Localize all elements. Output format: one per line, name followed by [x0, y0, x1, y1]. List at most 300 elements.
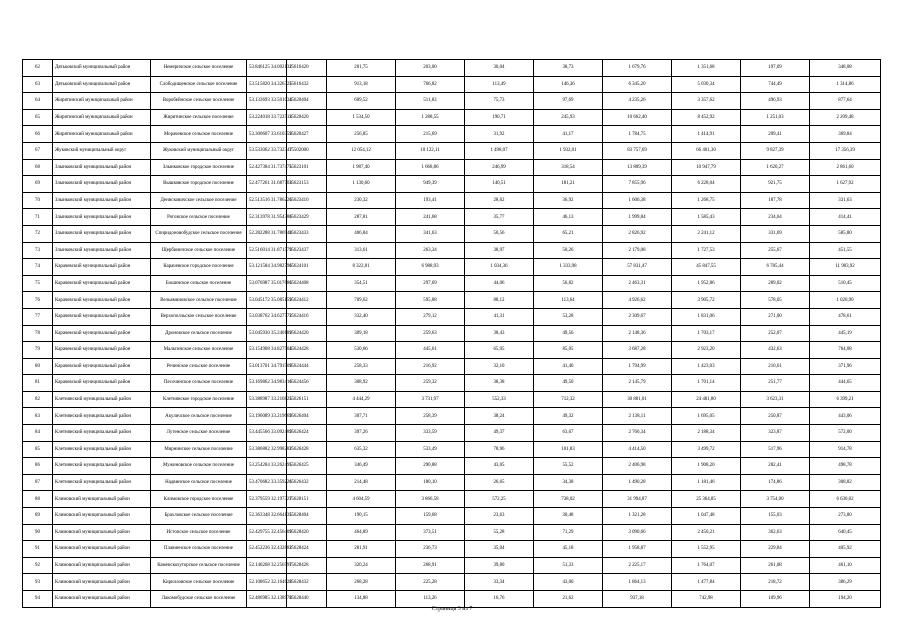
table-row	[23, 76, 881, 93]
value-cell: 1 864,13	[603, 574, 672, 591]
value-cell: 209,41	[741, 126, 810, 143]
value-cell: 1 764,07	[672, 557, 741, 574]
oktmo-code-cell: 15616420	[287, 60, 327, 77]
oktmo-code-cell: 15620427	[287, 126, 327, 143]
value-cell: 250,87	[741, 408, 810, 425]
value-cell: 251,77	[741, 375, 810, 392]
value-cell: 2 406,98	[603, 458, 672, 475]
value-cell: 258,39	[396, 408, 465, 425]
value-cell: 2 241,12	[672, 225, 741, 242]
value-cell: 279,12	[396, 308, 465, 325]
value-cell: 134,88	[327, 591, 396, 608]
value-cell: 1 679,76	[603, 60, 672, 77]
value-cell: 10 122,11	[396, 142, 465, 159]
settlement-cell: Акуличское сельское поселение	[151, 408, 247, 425]
settlement-cell: Вышковское городское поселение	[151, 176, 247, 193]
value-cell: 323,87	[741, 425, 810, 442]
value-cell: 35,04	[465, 541, 534, 558]
value-cell: 331,69	[741, 225, 810, 242]
settlement-cell: Немеричское сельское поселение	[151, 60, 247, 77]
value-cell: 23,63	[465, 508, 534, 525]
value-cell: 2 861,60	[810, 159, 881, 176]
value-cell: 1 314,86	[810, 76, 881, 93]
coordinates-cell: 53.133693 33.501034	[247, 93, 287, 110]
value-cell: 341,63	[396, 225, 465, 242]
value-cell: 6 630,02	[810, 491, 881, 508]
page-number: Страница 3 из 7	[431, 606, 473, 612]
oktmo-code-cell: 15626424	[287, 425, 327, 442]
district-cell: Карачевский муниципальный район	[53, 325, 151, 342]
value-cell: 1 958,87	[603, 541, 672, 558]
value-cell: 640,45	[810, 524, 881, 541]
value-cell: 34,38	[534, 474, 603, 491]
settlement-cell: Вельяминовское сельское поселение	[151, 292, 247, 309]
value-cell: 245,93	[534, 109, 603, 126]
value-cell: 552,33	[465, 391, 534, 408]
coordinates-cell: 53.470682 33.359226	[247, 474, 287, 491]
row-number-cell: 80	[23, 358, 53, 375]
settlement-cell: Плавненское сельское поселение	[151, 541, 247, 558]
value-cell: 2 309,67	[603, 308, 672, 325]
coordinates-cell: 52.282288 31.786948	[247, 225, 287, 242]
table-row	[23, 192, 881, 209]
table-row	[23, 60, 881, 77]
value-cell: 65,95	[465, 342, 534, 359]
value-cell: 921,75	[741, 176, 810, 193]
district-cell: Карачевский муниципальный район	[53, 275, 151, 292]
value-cell: 2 148,36	[603, 325, 672, 342]
row-number-cell: 65	[23, 109, 53, 126]
value-cell: 1 627,92	[810, 176, 881, 193]
table-row	[23, 508, 881, 525]
value-cell: 331,63	[810, 192, 881, 209]
value-cell: 3 754,00	[741, 491, 810, 508]
settlement-cell: Бошинское сельское поселение	[151, 275, 247, 292]
value-cell: 6 399,21	[810, 391, 881, 408]
value-cell: 461,10	[810, 557, 881, 574]
district-cell: Жуковский муниципальный округ	[53, 142, 151, 159]
value-cell: 53,28	[534, 308, 603, 325]
row-number-cell: 69	[23, 176, 53, 193]
value-cell: 496,93	[741, 93, 810, 110]
value-cell: 4 604,59	[327, 491, 396, 508]
value-cell: 252,07	[741, 325, 810, 342]
coordinates-cell: 53.388987 33.216825	[247, 391, 287, 408]
value-cell: 50,56	[465, 225, 534, 242]
value-cell: 3 623,31	[741, 391, 810, 408]
oktmo-code-cell: 15620420	[287, 109, 327, 126]
value-cell: 1 020,90	[810, 292, 881, 309]
value-cell: 530,66	[327, 342, 396, 359]
value-cell: 1 268,75	[672, 192, 741, 209]
value-cell: 1 414,91	[672, 126, 741, 143]
value-cell: 50,26	[534, 242, 603, 259]
value-cell: 241,68	[396, 209, 465, 226]
row-number-cell: 86	[23, 458, 53, 475]
table-row	[23, 425, 881, 442]
value-cell: 913,18	[327, 76, 396, 93]
table-row	[23, 225, 881, 242]
value-cell: 1 423,03	[672, 358, 741, 375]
value-cell: 445,19	[810, 325, 881, 342]
table-row	[23, 292, 881, 309]
value-cell: 49,37	[465, 425, 534, 442]
district-cell: Климовский муниципальный район	[53, 574, 151, 591]
value-cell: 32,10	[465, 358, 534, 375]
value-cell: 451,55	[810, 242, 881, 259]
value-cell: 57 831,47	[603, 259, 672, 276]
table-row	[23, 109, 881, 126]
value-cell: 88,12	[465, 292, 534, 309]
value-cell: 744,49	[741, 76, 810, 93]
value-cell: 1 321,28	[603, 508, 672, 525]
value-cell: 71,29	[534, 524, 603, 541]
oktmo-code-cell: 15626425	[287, 458, 327, 475]
oktmo-code-cell: 15616432	[287, 76, 327, 93]
value-cell: 225,28	[396, 574, 465, 591]
settlement-cell: Лакомобудское сельское поселение	[151, 591, 247, 608]
row-number-cell: 66	[23, 126, 53, 143]
oktmo-code-cell: 15628424	[287, 541, 327, 558]
value-cell: 28,62	[465, 192, 534, 209]
value-cell: 190,15	[327, 508, 396, 525]
row-number-cell: 76	[23, 292, 53, 309]
oktmo-code-cell: 15623410	[287, 192, 327, 209]
value-cell: 914,78	[810, 441, 881, 458]
value-cell: 12 054,12	[327, 142, 396, 159]
table-row	[23, 308, 881, 325]
value-cell: 2 463,31	[603, 275, 672, 292]
value-cell: 386,29	[810, 574, 881, 591]
table-body	[23, 60, 881, 608]
settlement-cell: Карачевское городское поселение	[151, 259, 247, 276]
value-cell: 43,00	[534, 574, 603, 591]
value-cell: 197,09	[741, 60, 810, 77]
district-cell: Злынковский муниципальный район	[53, 242, 151, 259]
value-cell: 709,62	[327, 292, 396, 309]
oktmo-code-cell: 15628420	[287, 524, 327, 541]
value-cell: 2 826,92	[603, 225, 672, 242]
coordinates-cell: 53.515820 34.326325	[247, 76, 287, 93]
coordinates-cell: 53.121584 34.982796	[247, 259, 287, 276]
value-cell: 1 034,36	[465, 259, 534, 276]
value-cell: 371,96	[810, 358, 881, 375]
oktmo-code-cell: 15624420	[287, 325, 327, 342]
value-cell: 1 047,48	[672, 508, 741, 525]
value-cell: 498,78	[810, 458, 881, 475]
value-cell: 1 668,86	[396, 159, 465, 176]
oktmo-code-cell: 15624101	[287, 259, 327, 276]
value-cell: 766,82	[396, 76, 465, 93]
table-row	[23, 458, 881, 475]
coordinates-cell: 53.045930 35.240189	[247, 325, 287, 342]
value-cell: 318,54	[534, 159, 603, 176]
coordinates-cell: 52.313978 31.954386	[247, 209, 287, 226]
value-cell: 1 727,53	[672, 242, 741, 259]
value-cell: 362,63	[741, 524, 810, 541]
value-cell: 26,65	[465, 474, 534, 491]
value-cell: 5 030,34	[672, 76, 741, 93]
value-cell: 49,50	[534, 375, 603, 392]
row-number-cell: 63	[23, 76, 53, 93]
coordinates-cell: 52.427384 31.737475	[247, 159, 287, 176]
value-cell: 1 333,98	[534, 259, 603, 276]
value-cell: 38,38	[465, 375, 534, 392]
value-cell: 216,92	[396, 358, 465, 375]
district-cell: Клетнянский муниципальный район	[53, 441, 151, 458]
value-cell: 41,31	[465, 308, 534, 325]
value-cell: 35,77	[465, 209, 534, 226]
settlement-cell: Роговское сельское поселение	[151, 209, 247, 226]
row-number-cell: 67	[23, 142, 53, 159]
oktmo-code-cell: 15623437	[287, 242, 327, 259]
value-cell: 937,18	[603, 591, 672, 608]
value-cell: 180,10	[396, 474, 465, 491]
row-number-cell: 85	[23, 441, 53, 458]
value-cell: 13 809,39	[603, 159, 672, 176]
oktmo-code-cell: 15628404	[287, 508, 327, 525]
value-cell: 38,43	[465, 325, 534, 342]
coordinates-cell: 52.108652 32.164628	[247, 574, 287, 591]
table-row	[23, 541, 881, 558]
district-cell: Климовский муниципальный район	[53, 491, 151, 508]
value-cell: 109,96	[741, 591, 810, 608]
value-cell: 585,80	[810, 225, 881, 242]
value-cell: 75,73	[465, 93, 534, 110]
settlement-cell: Щербиничское сельское поселение	[151, 242, 247, 259]
value-cell: 4 235,26	[603, 93, 672, 110]
settlement-cell: Лутенское сельское поселение	[151, 425, 247, 442]
table-row	[23, 591, 881, 608]
value-cell: 3 687,28	[603, 342, 672, 359]
table-row	[23, 325, 881, 342]
value-cell: 3 866,58	[396, 491, 465, 508]
settlement-cell: Кирилловское сельское поселение	[151, 574, 247, 591]
row-number-cell: 87	[23, 474, 53, 491]
value-cell: 2 923,20	[672, 342, 741, 359]
value-cell: 289,02	[741, 275, 810, 292]
coordinates-cell: 52.429755 32.456409	[247, 524, 287, 541]
value-cell: 268,91	[396, 557, 465, 574]
row-number-cell: 91	[23, 541, 53, 558]
document-page	[22, 59, 880, 608]
value-cell: 2 225,17	[603, 557, 672, 574]
value-cell: 1 288,55	[396, 109, 465, 126]
value-cell: 65,21	[534, 225, 603, 242]
oktmo-code-cell: 15624416	[287, 308, 327, 325]
value-cell: 1 600,38	[603, 192, 672, 209]
coordinates-cell: 53.254284 33.262495	[247, 458, 287, 475]
oktmo-code-cell: 15623101	[287, 159, 327, 176]
district-cell: Климовский муниципальный район	[53, 541, 151, 558]
value-cell: 21,62	[534, 591, 603, 608]
value-cell: 155,03	[741, 508, 810, 525]
value-cell: 187,78	[741, 192, 810, 209]
oktmo-code-cell: 15623433	[287, 225, 327, 242]
row-number-cell: 84	[23, 425, 53, 442]
value-cell: 445,61	[396, 342, 465, 359]
coordinates-cell: 53.169862 34.983416	[247, 375, 287, 392]
value-cell: 2 188,34	[672, 425, 741, 442]
data-table	[22, 59, 881, 608]
district-cell: Клетнянский муниципальный район	[53, 458, 151, 475]
value-cell: 10 662,40	[603, 109, 672, 126]
coordinates-cell: 52.477261 31.687703	[247, 176, 287, 193]
district-cell: Клетнянский муниципальный район	[53, 391, 151, 408]
value-cell: 214,48	[327, 474, 396, 491]
value-cell: 113,64	[534, 292, 603, 309]
value-cell: 56,82	[534, 275, 603, 292]
value-cell: 2 760,34	[603, 425, 672, 442]
oktmo-code-cell: 15624428	[287, 342, 327, 359]
settlement-cell: Морачевское сельское поселение	[151, 126, 247, 143]
value-cell: 635,32	[327, 441, 396, 458]
table-row	[23, 142, 881, 159]
oktmo-code-cell: 15626151	[287, 391, 327, 408]
value-cell: 55,28	[465, 524, 534, 541]
value-cell: 290,88	[396, 458, 465, 475]
coordinates-cell: 53.013701 34.791509	[247, 358, 287, 375]
value-cell: 369,84	[810, 126, 881, 143]
coordinates-cell: 53.038762 34.627772	[247, 308, 287, 325]
value-cell: 595,88	[396, 292, 465, 309]
value-cell: 44,06	[465, 275, 534, 292]
value-cell: 234,64	[741, 209, 810, 226]
value-cell: 609,52	[327, 93, 396, 110]
value-cell: 373,51	[396, 524, 465, 541]
value-cell: 712,32	[534, 391, 603, 408]
oktmo-code-cell: 15502000	[287, 142, 327, 159]
value-cell: 346,49	[327, 458, 396, 475]
row-number-cell: 78	[23, 325, 53, 342]
value-cell: 268,28	[327, 574, 396, 591]
value-cell: 24 481,80	[672, 391, 741, 408]
value-cell: 263,34	[396, 242, 465, 259]
coordinates-cell: 53.300607 33.610359	[247, 126, 287, 143]
value-cell: 444,65	[810, 375, 881, 392]
value-cell: 17 356,39	[810, 142, 881, 159]
value-cell: 282,41	[741, 458, 810, 475]
value-cell: 190,71	[465, 109, 534, 126]
value-cell: 8 322,81	[327, 259, 396, 276]
table-row	[23, 524, 881, 541]
oktmo-code-cell: 15628432	[287, 574, 327, 591]
value-cell: 406,84	[327, 225, 396, 242]
oktmo-code-cell: 15624412	[287, 292, 327, 309]
value-cell: 308,92	[327, 375, 396, 392]
value-cell: 4 414,50	[603, 441, 672, 458]
value-cell: 193,41	[396, 192, 465, 209]
value-cell: 101,83	[534, 441, 603, 458]
value-cell: 63,67	[534, 425, 603, 442]
value-cell: 533,49	[396, 441, 465, 458]
row-number-cell: 68	[23, 159, 53, 176]
district-cell: Дятьковский муниципальный район	[53, 60, 151, 77]
value-cell: 45,18	[534, 541, 603, 558]
district-cell: Жирятинский муниципальный район	[53, 93, 151, 110]
coordinates-cell: 53.533062 33.732347	[247, 142, 287, 159]
value-cell: 55,52	[534, 458, 603, 475]
settlement-cell: Клетнянское городское поселение	[151, 391, 247, 408]
value-cell: 215,69	[396, 126, 465, 143]
settlement-cell: Воробейнское сельское поселение	[151, 93, 247, 110]
value-cell: 113,26	[396, 591, 465, 608]
value-cell: 31 994,87	[603, 491, 672, 508]
district-cell: Карачевский муниципальный район	[53, 259, 151, 276]
oktmo-code-cell: 15623153	[287, 176, 327, 193]
value-cell: 4 444,29	[327, 391, 396, 408]
settlement-cell: Жирятинское сельское поселение	[151, 109, 247, 126]
settlement-cell: Надвинское сельское поселение	[151, 474, 247, 491]
row-number-cell: 79	[23, 342, 53, 359]
row-number-cell: 72	[23, 225, 53, 242]
value-cell: 313,61	[327, 242, 396, 259]
value-cell: 1 932,01	[534, 142, 603, 159]
value-cell: 194,20	[810, 591, 881, 608]
value-cell: 1 695,05	[672, 408, 741, 425]
district-cell: Жирятинский муниципальный район	[53, 126, 151, 143]
table-row	[23, 557, 881, 574]
value-cell: 174,86	[741, 474, 810, 491]
coordinates-cell: 52.363348 32.664135	[247, 508, 287, 525]
oktmo-code-cell: 15626428	[287, 441, 327, 458]
settlement-cell: Брахловское сельское поселение	[151, 508, 247, 525]
settlement-cell: Злынковское городское поселение	[151, 159, 247, 176]
district-cell: Карачевский муниципальный район	[53, 292, 151, 309]
value-cell: 4 926,62	[603, 292, 672, 309]
value-cell: 478,61	[810, 308, 881, 325]
table-row	[23, 126, 881, 143]
oktmo-code-cell: 15626432	[287, 474, 327, 491]
value-cell: 210,61	[741, 358, 810, 375]
value-cell: 308,82	[810, 474, 881, 491]
value-cell: 1 130,60	[327, 176, 396, 193]
value-cell: 246,99	[465, 159, 534, 176]
district-cell: Клетнянский муниципальный район	[53, 425, 151, 442]
value-cell: 36,92	[534, 192, 603, 209]
value-cell: 320,24	[327, 557, 396, 574]
value-cell: 397,26	[327, 425, 396, 442]
value-cell: 2 450,21	[672, 524, 741, 541]
value-cell: 8 452,92	[672, 109, 741, 126]
oktmo-code-cell: 15624408	[287, 275, 327, 292]
value-cell: 41,17	[534, 126, 603, 143]
value-cell: 1 620,27	[741, 159, 810, 176]
district-cell: Клетнянский муниципальный район	[53, 408, 151, 425]
table-row	[23, 375, 881, 392]
value-cell: 464,89	[327, 524, 396, 541]
value-cell: 38,73	[534, 60, 603, 77]
value-cell: 1 784,75	[603, 126, 672, 143]
value-cell: 432,63	[741, 342, 810, 359]
value-cell: 31,92	[465, 126, 534, 143]
value-cell: 309,18	[327, 325, 396, 342]
value-cell: 10 947,79	[672, 159, 741, 176]
value-cell: 181,21	[534, 176, 603, 193]
district-cell: Жирятинский муниципальный район	[53, 109, 151, 126]
value-cell: 83 757,69	[603, 142, 672, 159]
coordinates-cell: 52.140268 32.256597	[247, 557, 287, 574]
value-cell: 287,81	[327, 209, 396, 226]
settlement-cell: Каменскохуторское сельское поселение	[151, 557, 247, 574]
coordinates-cell: 53.846125 34.002132	[247, 60, 287, 77]
value-cell: 2 179,08	[603, 242, 672, 259]
oktmo-code-cell: 15628151	[287, 491, 327, 508]
district-cell: Дятьковский муниципальный район	[53, 76, 151, 93]
value-cell: 85,05	[534, 342, 603, 359]
value-cell: 510,45	[810, 275, 881, 292]
value-cell: 405,92	[810, 541, 881, 558]
